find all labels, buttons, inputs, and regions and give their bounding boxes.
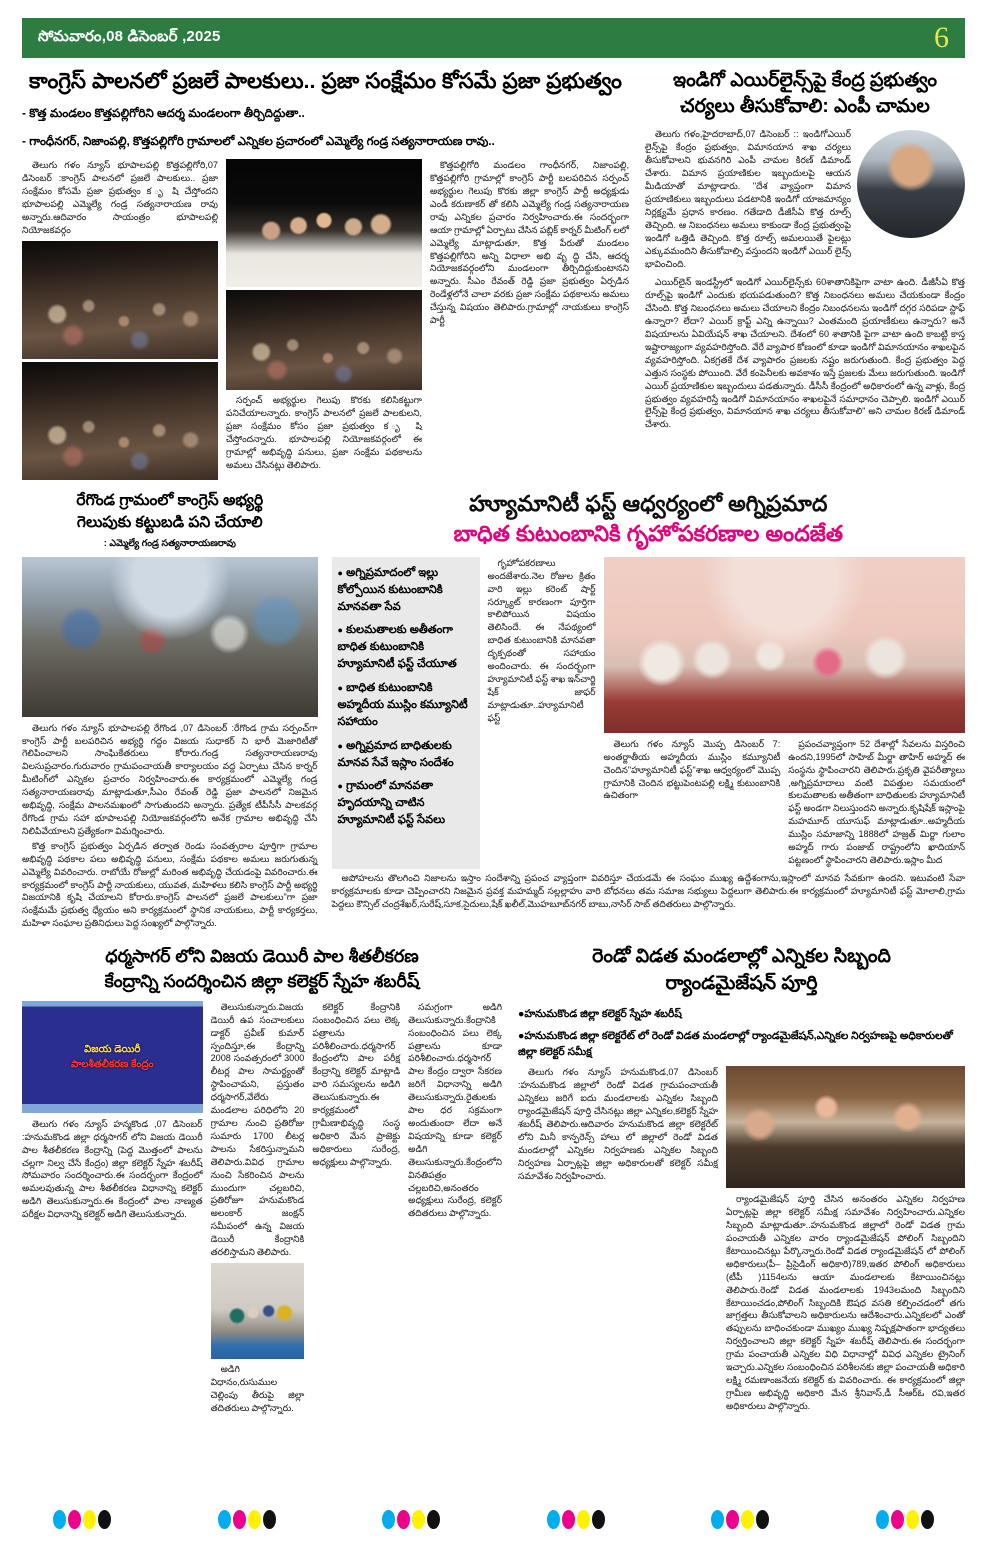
yellow-dot-icon [741,1510,754,1529]
photo-dairy-banner [22,1001,203,1113]
byline-regonda: : ఎమ్మెల్యే గండ్ర సత్యనారాయణరావు [103,536,236,548]
list-item [338,565,472,616]
bullet-text: బాధిత కుటుంబానికి అహ్మదీయ ముస్లిం కమ్యూనిటీ సహాయం [337,682,468,728]
magenta-dot-icon [68,1510,81,1529]
indigo-body-p1: తెలుగు గళం,హైదరాబాద్,07 డిసెంబర్ :: ఇండిగోఎయిర్ లైన్స్‌పై కేంద్రం ప్రభుత్వం, విమానయాన శాఖ చర్యలు తీసుకోవాలని భువనగిరి ఎంపీ చామల కిరణ్ డిమాండ్ చేశారు. విమాన ప్రయాణికుల ఇబ్బందులపై ఆయన మీడియాతో మాట్లాడారు. "దేశ వ్యాప్తంగా విమాన ప్రయాణికులు ఇబ్బందులు పడటానికి ఇండిగో యాజమాన్యం నిర్లక్ష్యమే ప్రధాన కారణం. గతేడాది డీజీసీఏ కొత్త రూల్స్ తెచ్చింది. ఆ నిబంధనలు అమలు కాకుండా కేంద్ర ప్రభుత్వంపై ఇండిగో ఒత్తిడి తెచ్చింది. కొత్త రూల్స్ అమలయితే పైలట్లు ఎక్కువమందిని తీసుకోవాల్సి వస్తుందని ఇండిగో ఎయిర్ లైన్స్ భావించింది. [645,129,851,269]
masthead-bar [22,18,965,58]
humanity-bullet-list [332,557,480,869]
cyan-dot-icon [218,1510,231,1529]
photo-regonda-rally [22,557,318,717]
humanity-body-col-d: అపోహలను తొలగించి నిజాలను ఇస్తాం సందేశాన్ని ప్రపంచ వ్యాప్తంగా వివరిస్తూ చేయడమే ఈ సంఘం ముఖ్య ఉద్దేశంగాను,ఇస్లాంలో మానవ సేవకుగా ఉందని. ఇటువంటి సేవా కార్యక్రమాలకు కూడా చెప్పించారని నిజమైన ప్రవక్త మహమ్మద్ సల్లల్లాహు వారి బోధనలు తమ సమాజ సభ్యులు పెద్దలుగా తెలిపారు.ఈ కార్యక్రమంలో హ్యూమానిటీ ఫస్ట్ మోలాలి,గ్రామ పెద్దలు కౌన్సిల్ చంద్రశేఖర్,సురేష్,సూక,సైదులు,షేక్ ఖలీల్,మొహబూబ్‌నగర్ బాబు,నాసిర్ సాబ్ తదితరులు పాల్గొన్నారు. [331,872,965,909]
random-body-col2: ర్యాండమైజేషన్ పూర్తి చేసిన అనంతరం ఎన్నికల నిర్వహణ ఏర్పాట్లపై జిల్లా కలెక్టర్ సమీక్ష సమావేశం నిర్వహించారు.ఎన్నికల సిబ్బంది మాట్లాడుతూ..హనుమకొండ జిల్లాలో రెండో విడత గ్రామ పంచాయతీ ఎన్నికల వారం ర్యాండమైజేషన్ పోలింగ్ సిబ్బందిని కేటాయించినట్లు పేర్కొన్నారు.రెండో విడత ర్యాండమైజేషన్ లో పోలింగ్ అధికారులు(పీ– ప్రిసైడింగ్ అధికారి)789,ఇతర పోలింగ్ అధికారులు (టీపీ )1154లను ఆయా మండలాలకు కేటాయించినట్లు తెలిపారు.రెండో విడత మండలాలకు 1943లమంది సిబ్బందిని కేటాయించడం,పోలింగ్ సిబ్బందికి ఔషధ వసతి కల్పించడంలో తగు జాగ్రత్తలు తీసుకోవాలని అధికారులను ఆదేశించారు.ఎన్నికలలో ఎంతో తప్పులను బాధించకుండా ముఖ్యం ముఖ్య నిష్పక్షపాతంగా భాద్యతలు నిర్వర్తించాలని జిల్లా కలెక్టర్ స్నేహ శబరీష్ తెలిపారు.ఈ సందర్భంగా గ్రామ పంచాయతీ ఎన్నికల విధి విధానాల్లో వివిధ ఎన్నికల ట్రైనింగ్ ఇచ్చారు.ఎన్నికల సంబంధించిన పరిశీలనకు జిల్లా పంచాయతీ అధికారి లక్ష్మి రమణాంజనేయ కలెక్టర్ కు వివరించారు. ఈ కార్యక్రమంలో జిల్లా గ్రామీణ అభివృద్ధి అధికారి మేన శ్రీనివాస్,డీ సీఆర్ఓ రవి,ఇతర అధికారులు పాల్గొన్నారు. [726,1194,965,1411]
bullet-text: హనుమకొండ జిల్లా కలెక్టరేట్ లో రెండో విడత మండలాల్లో ర్యాండమైజేషన్,ఎన్నికల నిర్వహణపై అధికారులతో జిల్లా కలెక్టర్ సమీక్ష [518,1029,953,1058]
cmyk-group [876,1510,934,1529]
article-vijaya-dairy [22,944,502,1416]
list-item [518,1028,965,1061]
list-item [338,738,472,772]
indigo-body-p2: ఎయిర్‌లైన్ ఇండస్ట్రీలో ఇండిగో ఎయిర్‌లైన్స్‌కు 60శాతానికిపైగా వాటా ఉంది. డీజీసీఏ కొత్త రూల్స్‌పై ఇండిగో ఎందుకు భయపడుతుంది? కొత్త నిబంధనలు అమలు చేయకుండా కేంద్రం చేసింది. కొత్త నిబంధనలు అమలు చేయాలని కేంద్రం నిబంధనలను ఇండిగో దగ్గర సరిపడా స్టాఫ్ ఉన్నారా? లేదా? ఎయిర్ క్రాఫ్ట్ ఎన్ని ఉన్నాయి? ఎంతమంది ప్రయాణీకులు ఉన్నారు? అనే విషయాలను ఏవియేషన్ శాఖ చేయాలని. దేశంలో 60 శాతానికి పైగా వాటా ఉంది కాబట్టి కాస్త ఇష్టారాజ్యంగా వ్యవహరిస్తోంది. వేరే వ్యాపార కోణంలో కూడా ఇండిగో విమానయానం శాఖలపైన వ్యవహరిస్తోంది. ఏకగ్రతకే దేశ వ్యాపారం ప్రజలకు నష్టం జరుగుతుంది. కేంద్ర ప్రభుత్వం పెద్ద ఎత్తున సంస్థకు పోయింది. వేరే కంపెనీలకు అవకాశం ఇస్తే ప్రజలకు మేలు జరుగుతుంది. ఇండిగో ఎయిర్ ప్రయాణికుల ఇబ్బందులు పడతున్నారు. డీసీసీ కేంద్రంలో అధికారంలో ఉన్న వాళ్లు, కేంద్ర ప్రభుత్వం వ్యవహరిస్తే ఇండిగో విమానయానం శాఖలపైనే సమాధానం చెప్పాలి. ఇండిగో ఎయిర్ లైన్స్‌పై కేంద్ర ప్రభుత్వం, విమానయాన శాఖ చర్యలు తీసుకోవాలి" అని చామల కిరణ్ డిమాండ్ చేశారు. [645,277,966,430]
black-dot-icon [263,1510,276,1529]
headline-dairy-line2: కేంద్రాన్ని సందర్శించిన జిల్లా కలెక్టర్ స్నేహ శబరీష్ [104,971,420,991]
photo-collector-review-meeting [726,1066,965,1188]
headline-dairy-line1: ధర్మసాగర్ లోని విజయ డెయిరీ పాల శీతలీకరణ [105,946,419,967]
article-randomization [518,944,965,1416]
photo-mp-chamala-kiran [857,130,965,238]
publication-date: సోమవారం,08 డిసెంబర్ ,2025 [38,27,221,45]
banner-line-2: పాలశీతలీకరణ కేంద్రం [70,1058,154,1070]
headline-indigo-line1: ఇండిగో ఎయిర్‌లైన్స్‌పై కేంద్ర ప్రభుత్వం [673,70,937,91]
black-dot-icon [427,1510,440,1529]
regonda-body-p1: తెలుగు గళం న్యూస్ భూపాలపల్లి రేగొండ ,07 డిసెంబర్ :రేగొండ గ్రామ సర్పంచ్‌గా కాంగ్రెస్ పార్టీ బలపరిచిన అభ్యర్థి గద్దం విజయ సుధాకర్ ని భారీ మెజారిటీతో గెలిపించాలని సాంఘికేతరులు కోరారు.గండ్ర సత్యనారాయణరావు విలసుప్రచారం.గురువారం గ్రామపంచాయతీ కార్యాలయం వద్ద ఏర్పాటు చేసిన కార్నర్ మీటింగ్‌లో ఎన్నికల ప్రచారం నిర్వహించారు.ఈ కార్యక్రమంలో ఎమ్మెల్యే గండ్ర సత్యనారాయణరావు మాట్లాడుతూ,సీఎం రేవంత్ రెడ్డి ప్రజా పాలనలో నిజమైన అభివృద్ధి, సంక్షేమ పాలనమఖంలో సాగుతుందని అన్నారు. ప్రత్యేక టీపీసీసీ పాలకవర్గ రేగొండ గ్రామ సహా భూపాలపల్లి నియోజకవర్గంలోని అనేక గ్రామాల అభివృద్ధి చేసి నిలిపివేయాలని ప్రత్యేకంగా విమర్శించారు. [22,722,318,836]
photo-humanity-first-donation [604,557,965,733]
page-number: 6 [934,21,949,54]
bullet-dot-icon: ● [337,683,343,694]
photo-mla-speech-stage [226,159,422,287]
headline-congress-rule: కాంగ్రెస్ పాలనలో ప్రజలే పాలకులు.. ప్రజా సంక్షేమం కోసమే ప్రజా ప్రభుత్వం [29,69,622,93]
bullet-dot-icon: ● [337,567,343,578]
cmyk-group [382,1510,440,1529]
humanity-body-col-b: తెలుగు గళం న్యూస్ మొప్ప డిసెంబర్ 7: అంతర్జాతీయ అహ్మదీయ ముస్లిం కమ్యూనిటీ చెందిన"హ్యూమానిటీ ఫస్ట్"శాఖ ఆధ్వర్యంలో మొప్ప గ్రామానికి చెందిన భట్టుపెంటపల్లి లక్ష్మి కుటుంబానికి ఉచితంగా [603,738,781,801]
section-secondary-stories [22,490,965,933]
headline-random-line1: రెండో విడత మండలాల్లో ఎన్నికల సిబ్బంది [592,946,891,968]
headline-regonda-line1: రేగొండ గ్రామంలో కాంగ్రెస్ అభ్యర్థి [76,491,264,509]
regonda-body-p2: కొత్త కాంగ్రెస్ ప్రభుత్వం ఏర్పడిన తర్వాత రెండు సంవత్సరాల పూర్తిగా గ్రామాల అభివృద్ధి పథకాల పలు అభివృద్ధి పనులు, సంక్షేమ పథకాల అమలు జరుగుతున్న ఎమ్మెల్యే వివరించారు. రాబోయే రోజుల్లో మరింత అభివృద్ధి చేయడంపై వివరించారు.ఈ కార్యక్రమంలో కాంగ్రెస్ పార్టీ నాయకులు, యువత, మహిళలు కలిసి కాంగ్రెస్ పార్టీ అభ్యర్థి విజయానికి కృషి చేయాలని కోరారు.కాంగ్రెస్ పాలనలో ప్రజలే పాలకులు"గా ప్రజా సంక్షేమమే ప్రభుత్వ ధ్యేయం అని కార్యక్రమంలో స్థానిక నాయకులు, పార్టీ కార్యకర్తలు, మహిళా సంఘాల ప్రతినిధులు పెద్ద సంఖ్యలో పాల్గొన్నారు. [22,840,318,929]
section-tertiary-stories [22,944,965,1416]
photo-dairy-inspection [211,1263,305,1359]
humanity-body-col-c: ప్రపంచవ్యాప్తంగా 52 దేశాల్లో సేవలను విస్తరించి ఉందని,1995లో సాహిబ్ మీర్జా తాహిర్ అహ్మద్ ఈ సంస్థను స్థాపించారని తెలిపారు.ప్రకృతి వైపరీత్యాలు ,అగ్నిప్రమాదాలు వంటి విపత్తుల సమయంలో కులమతాలకు అతీతంగా బాధితులకు హ్యూమానిటీ ఫస్ట్ అండగా నిలుస్తుందని అన్నారు.కృషిషేక్ ఇస్లాంపై మహమూద్ యూసుఫ్ మాట్లాడుతూ..అహ్మదీయ ముస్లిం సమాజాన్ని 1888లో హజ్రత్ మిర్జా గులాం అహ్మద్ గారు పంజాబ్ రాష్ట్రంలోని ఖాదియాన్ పట్టణంలో స్థాపించారని తెలిపారు.ఇస్లాం మీద [788,738,965,865]
yellow-dot-icon [906,1510,919,1529]
headline-indigo-line2: చర్యలు తీసుకోవాలి: ఎంపీ చామల [680,96,930,118]
bullet-dot-icon: ● [337,625,343,636]
list-item [518,1006,965,1022]
bullet-dot-icon: ● [518,1008,525,1021]
deck-line-2: - గాంధీనగర్, నిజాంపల్లి, కొత్తపల్లిగోరి గ్రామాలలో ఎన్నికల ప్రచారంలో ఎమ్మెల్యే గండ్ర సత్యనారాయణ రావు.. [22,133,495,148]
magenta-dot-icon [233,1510,246,1529]
list-item [338,778,472,829]
bullet-text: గ్రామంలో మానవతా హృదయాన్ని చాటిన హ్యూమానిటీ ఫస్ట్ సేవలు [337,780,446,827]
cmyk-group [53,1510,111,1529]
cyan-dot-icon [382,1510,395,1529]
cmyk-group [218,1510,276,1529]
black-dot-icon [98,1510,111,1529]
headline-humanity-line2: బాధిత కుటుంబానికి గృహోపకరణాల అందజేత [453,521,843,547]
article-congress-rule [22,68,629,480]
magenta-dot-icon [562,1510,575,1529]
dairy-body-col4: సమగ్రంగా అడిగి తెలుసుకున్నారు.కేంద్రానికి సంబంధించిన పలు లెక్క పత్రాలను కూడా పరిశీలించారు.ధర్మసాగర్ పాల కేంద్రం ద్వారా సేకరణ జరిగే విధానాన్ని అడిగి తెలుసుకున్నారు.రైతులకు పాల ధర సక్రమంగా అందుతుందా లేదా అనే విషయాన్ని కూడా కలెక్టర్ అడిగి తెలుసుకున్నారు.కేంద్రంలోని వినతిపత్రం చల్లబరిచి,అనంతరం అధ్యక్షులు సురేంద్ర, కలెక్టర్ తదితరులు పాల్గొన్నారు. [408,1001,503,1219]
cyan-dot-icon [876,1510,889,1529]
article-body-col3: సర్పంచ్ అభ్యర్థుల గెలుపు కొరకు కలిసికట్టుగా పనిచేయాలన్నారు. కాంగ్రెస్ పాలనలో ప్రజలే పాలకులని, ప్రజా సంక్షేమం కోసం ప్రజా ప్రభుత్వం క ృ షి చేస్తోందన్నారు. భూపాలపల్లి నియోజకవర్గంలో ఈ గ్రామాల్లో అభివృద్ధి పనులు, ప్రజా సంక్షేమ పథకాలను అమలు చేసినట్లు తెలిపారు. [226,395,422,470]
headline-random-line2: ర్యాండమైజేషన్ పూర్తి [665,973,818,995]
bullet-dot-icon: ● [337,740,343,751]
dairy-body-col5: అడిగి విధానం,రుసుముల చెల్లింపు తీరుపై జిల్లా తదితరులు పాల్గొన్నారు. [210,1363,305,1413]
cmyk-group [547,1510,605,1529]
photo-night-crowd-1 [22,241,218,359]
magenta-dot-icon [726,1510,739,1529]
headline-humanity-line1: హ్యూమానిటీ ఫస్ట్ ఆధ్వర్యంలో అగ్నిప్రమాద [469,490,828,516]
photo-rally-audience [226,290,422,390]
bullet-text: అగ్నిప్రమాద బాధితులకు మానవ సేవే ఇస్లాం సందేశం [337,739,454,769]
bullet-text: కులమతాలకు అతీతంగా బాధిత కుటుంబానికి హ్యూమానిటీ ఫస్ట్ చేయూత [337,624,457,671]
cyan-dot-icon [53,1510,66,1529]
cyan-dot-icon [711,1510,724,1529]
yellow-dot-icon [577,1510,590,1529]
bullet-text: అగ్నిప్రమాదంలో ఇల్లు కోల్పోయిన కుటుంబానికి మానవతా సేవ [337,566,443,613]
black-dot-icon [756,1510,769,1529]
black-dot-icon [921,1510,934,1529]
banner-line-1: విజయ డెయిరీ [84,1043,141,1055]
section-lead-stories [22,68,965,480]
bullet-dot-icon: ● [518,1029,525,1042]
dairy-body-col2: తెలుసుకున్నారు.విజయ డెయిరీ ఉప సంచాలకులు డాక్టర్ ప్రవీణ్ కుమార్ స్పందిస్తూ,ఈ కేంద్రాన్ని 2008 సంవత్సరంలో 3000 లీటర్ల పాల సామర్థ్యంతో స్థాపించామని, ప్రస్తుతం ధర్మసాగర్,వేలేరు మండలాల పరిధిలోని 20 గ్రామాల నుంచి ప్రతిరోజు సుమారు 1700 లీటర్ల పాలను సేకరిస్తున్నామని తెలిపారు.వివిధ గ్రామాల నుంచి సేకరించిన పాలను ముందుగా చల్లబరిచి, ప్రతిరోజూ హనుమకొండ అలంకార్ జంక్షన్ సమీపంలో ఉన్న విజయ డెయిరీ కేంద్రానికి తరలిస్తామని తెలిపారు. [210,1001,305,1258]
newspaper-page [0,18,987,1543]
article-regonda [22,490,318,933]
black-dot-icon [592,1510,605,1529]
magenta-dot-icon [397,1510,410,1529]
yellow-dot-icon [248,1510,261,1529]
dairy-body-col3: కలెక్టర్ కేంద్రానికి సంబంధించిన పలు లెక్క పత్రాలను పరిశీలించారు.ధర్మసాగర్ కేంద్రంలోని పాల పరీక్ష కేంద్రాన్ని కలెక్టర్ మాట్లాడి వారి సమస్యలను అడిగి తెలుసుకున్నారు.ఈ కార్యక్రమంలో గ్రామీణాభివృద్ధి సంస్థ అధికారి మేన ప్రాజెక్టు అధికారులు సురేంద్ర, అధ్యక్షులు పాల్గొన్నారు. [312,1001,401,1167]
cmyk-registration-marks [0,1510,987,1529]
bullet-text: హనుమకొండ జిల్లా కలెక్టర్ స్నేహ శబరీష్ [524,1008,682,1021]
article-body-col2: కొత్తపల్లిగోరి మండలం గాంధీనగర్, నిజాంపల్లి, కొత్తపల్లిగోరి గ్రామాల్లో కాంగ్రెస్ పార్టీ బలపరిచిన సర్పంచ్ అభ్యర్థుల గెలుపు కొరకు జిల్లా కాంగ్రెస్ పార్టీ అధ్యక్షుడు ఎండీ కరుణాకర్ తో కలిసి ఎమ్మెల్యే గండ్ర సత్యనారాయణ రావు ఎన్నికల ప్రచారం నిర్వహించారు.ఈ సందర్భంగా ఆయా గ్రామాల్లో ఏర్పాటు చేసిన పబ్లిక్ కార్నర్ మీటింగ్ లలో ఎమ్మెల్యే మాట్లాడుతూ, కొత్త పేరుతో మండలం కొత్తపల్లిగోరిని అన్ని విధాలా అభి వృ ద్ధి చేసి, ఆదర్శ నియోజకవర్గంలోని మండలంగా తీర్చిదిద్దుకుంటానని అన్నారు. సీఎం రేవంత్ రెడ్డి ప్రజా ప్రభుత్వం ఏర్పడిన రెండేళ్లలోనే చాలా వరకు ప్రజా సంక్షేమ పథకాలను అమలు చేస్తున్న విషయం తెలిపారు.గ్రామాల్లో నాయకులు కాంగ్రెస్ పార్టీ [430,160,629,326]
list-item [338,622,472,673]
article-body-col1: తెలుగు గళం న్యూస్ భూపాలపల్లి కొత్తపల్లిగోరి,07 డిసెంబర్ :కాంగ్రెస్ పాలనలో ప్రజలే పాలకులు.. ప్రజా సంక్షేమం కోసమే ప్రజా ప్రభుత్వం క ృ షి చేస్తోందని భూపాలపల్లి ఎమ్మెల్యే గండ్ర సత్యనారాయణ రావు అన్నారు.ఆదివారం సాయంత్రం భూపాలపల్లి నియోజకవర్గం [22,160,218,235]
magenta-dot-icon [891,1510,904,1529]
deck-line-1: - కొత్త మండలం కొత్తపల్లిగోరిని ఆదర్శ మండలంగా తీర్చిదిద్దుతా.. [22,105,305,120]
bullet-dot-icon: ● [337,781,343,792]
randomization-bullet-list [518,1006,965,1060]
photo-night-crowd-2 [22,362,218,480]
random-body-col1: తెలుగు గళం న్యూస్ హనుమకొండ,07 డిసెంబర్ :హనుమకొండ జిల్లాలో రెండో విడత గ్రామపంచాయతీ ఎన్నికలు జరిగే ఐదు మండలాలకు ఎన్నికల సిబ్బంది ర్యాండమైజేషన్ పూర్తి చేసినట్లు జిల్లా ఎన్నికల,కలెక్టర్ స్నేహ శబరీష్ తెలిపారు.ఆదివారం హనుమకొండ జిల్లా కలెక్టరేట్ లోని మినీ కాన్ఫరెన్స్ హాలు లో జిల్లాలో రెండో విడత మండలాల్లో ఎన్నికల నిర్వహణకు ఎన్నికల సిబ్బంది నిర్వహణ ఏర్పాట్లపై జిల్లా అధికారులతో కలెక్టర్ సమీక్ష సమావేశం నిర్వహించారు. [518,1067,718,1181]
headline-regonda-line2: గెలుపుకు కట్టుబడి పని చేయాలి [76,513,263,531]
cyan-dot-icon [547,1510,560,1529]
humanity-body-col-a: గృహోపకరణాలు అందజేశారు.నెల రోజుల క్రితం వారి ఇల్లు కరెంట్ షార్ట్ సర్క్యూట్ కారణంగా పూర్తిగా కాలిపోయిన విషయం తెలిసిందే. ఈ నేపథ్యంలో బాధిత కుటుంబానికి మానవతా దృక్పథంతో సహాయం అందించారు. ఈ సందర్భంగా హ్యూమానిటీ ఫస్ట్ శాఖ ఇన్‌చార్జి షేక్ జాఫర్ మాట్లాడుతూ..హ్యూమానిటీ ఫస్ట్ [487,557,596,723]
yellow-dot-icon [412,1510,425,1529]
dairy-body-col1: తెలుగు గళం న్యూస్ హన్మకొండ ,07 డిసెంబర్ :హనుమకొండ జిల్లా ధర్మసాగర్ లోని విజయ డెయిరీ పాల శీతలీకరణ కేంద్రాన్ని (పెద్ద మొత్తంలో పాలను చల్లగా నిల్వ చేసే కేంద్రం) జిల్లా కలెక్టర్ స్నేహ శబరీష్ సోమవారం సందర్శించారు.ఈ సందర్భంగా కేంద్రంలో అమలవుతున్న పాల శీతలీకరణ విధానాన్ని కలెక్టర్ అడిగి తెలుసుకున్నారు.ఈ కేంద్రంలో పాల నాణ్యత పరీక్షల విధానాన్ని కలెక్టర్ అడిగి తెలుసుకున్నారు. [22,1118,203,1220]
article-humanity-first [332,490,965,933]
yellow-dot-icon [83,1510,96,1529]
list-item [338,680,472,731]
article-indigo-airlines [645,68,965,480]
cmyk-group [711,1510,769,1529]
